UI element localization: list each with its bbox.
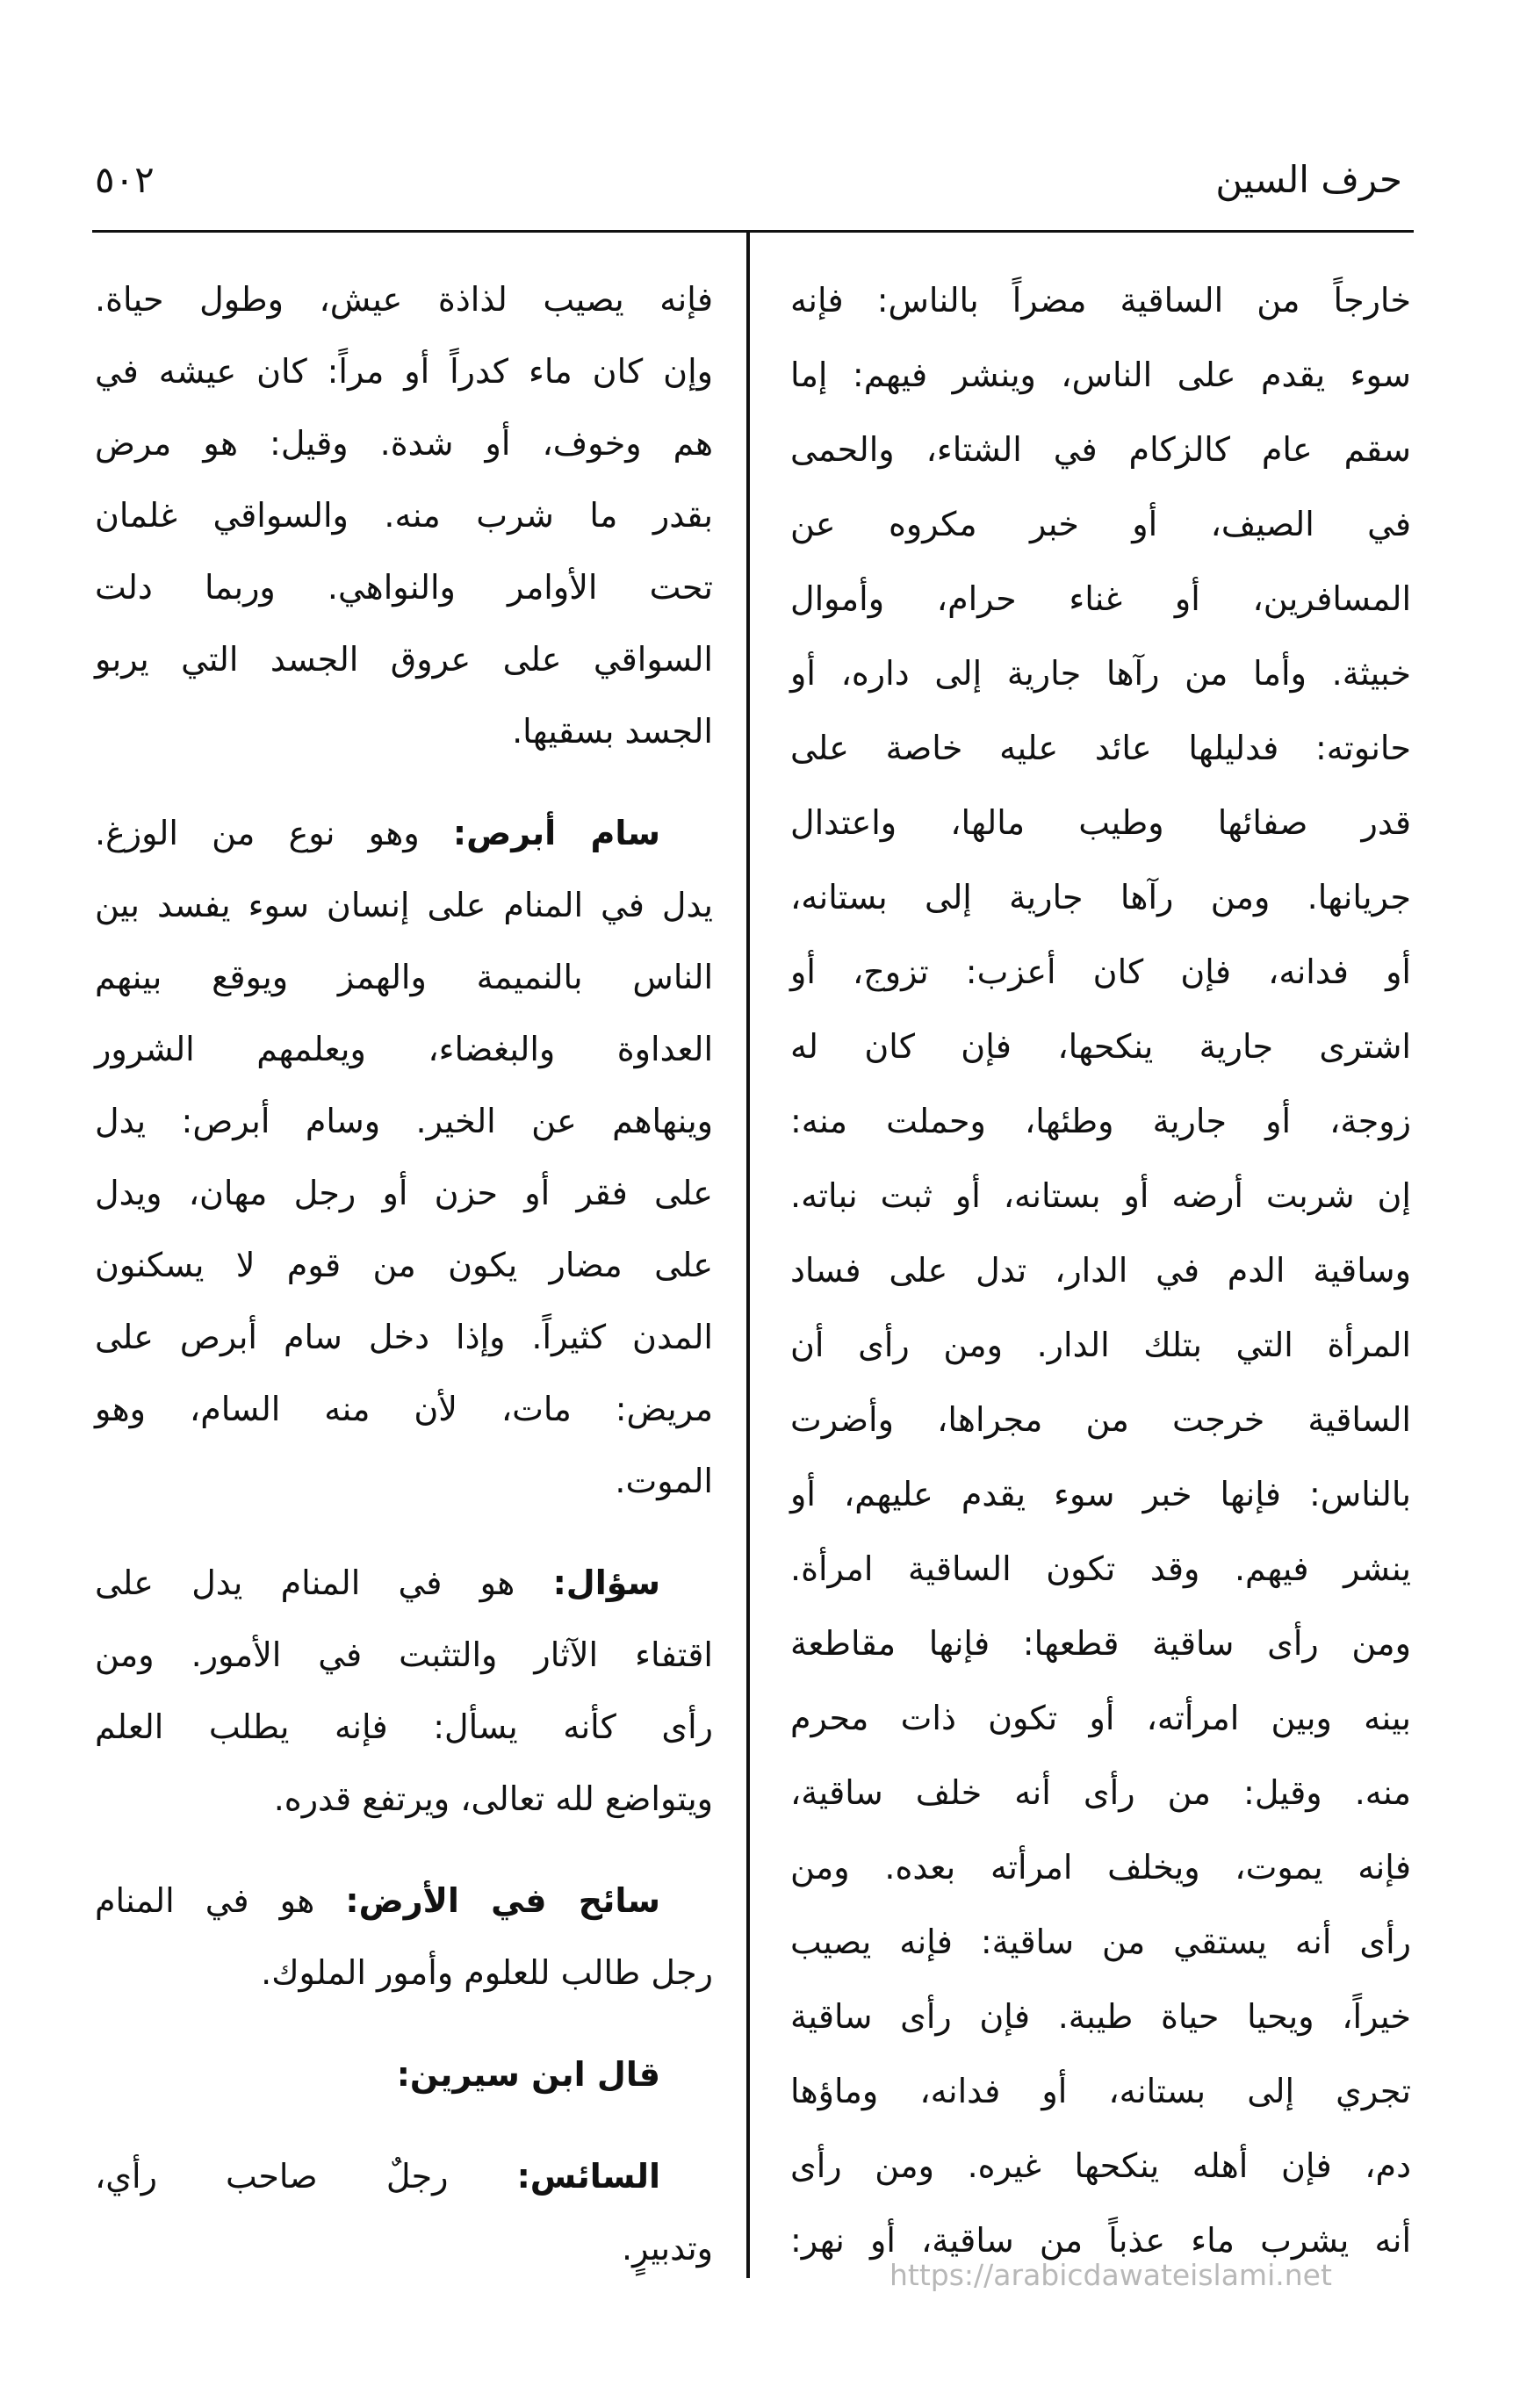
line-text: ينشر فيهم. وقد تكون الساقية امرأة. <box>790 1549 1411 1588</box>
text-line <box>790 1233 1411 1308</box>
text-line <box>790 413 1411 487</box>
header-rule <box>92 230 1414 233</box>
text-line <box>95 1373 713 1445</box>
paragraph <box>95 1865 713 2009</box>
text-line <box>95 479 713 551</box>
entry-headword: سائح في الأرض: <box>345 1881 661 1920</box>
running-head: حرف السين <box>1215 158 1402 201</box>
text-line <box>790 711 1411 786</box>
line-text: منه. وقيل: من رأى أنه خلف ساقية، <box>790 1773 1411 1812</box>
line-text: خارجاً من الساقية مضراً بالناس: فإنه <box>790 281 1411 320</box>
text-line <box>790 1980 1411 2054</box>
line-text: أو فدانه، فإن كان أعزب: تزوج، أو <box>790 952 1411 991</box>
text-line <box>790 860 1411 935</box>
text-line <box>790 1383 1411 1457</box>
text-line <box>790 935 1411 1010</box>
text-line <box>790 1905 1411 1980</box>
line-text: المسافرين، أو غناء حرام، وأموال <box>790 579 1411 618</box>
line-text: إن شربت أرضه أو بستانه، أو ثبت نباته. <box>790 1176 1411 1215</box>
line-text: فإنه يصيب لذاذة عيش، وطول حياة. <box>95 280 713 319</box>
line-text: ومن رأى ساقية قطعها: فإنها مقاطعة <box>790 1624 1411 1663</box>
text-line <box>95 1763 713 1835</box>
line-text: الجسد بسقيها. <box>512 712 713 751</box>
text-line <box>790 1457 1411 1532</box>
line-text: هو في المنام يدل على <box>95 1563 553 1602</box>
line-text: تجري إلى بستانه، أو فدانه، وماؤها <box>790 2072 1411 2110</box>
line-text: وساقية الدم في الدار، تدل على فساد <box>790 1251 1411 1290</box>
line-text: الساقية خرجت من مجراها، وأضرت <box>790 1400 1411 1439</box>
text-line <box>790 1084 1411 1159</box>
line-text: وإن كان ماء كدراً أو مراً: كان عيشه في <box>95 352 713 391</box>
paragraph <box>95 263 713 767</box>
text-line <box>790 2129 1411 2203</box>
watermark-url: https://arabicdawateislami.net <box>889 2258 1332 2292</box>
text-line <box>95 407 713 479</box>
entry-headword: قال ابن سيرين: <box>396 2055 660 2094</box>
text-line <box>95 1865 713 1937</box>
text-line <box>95 551 713 623</box>
text-line <box>95 1691 713 1763</box>
paragraph <box>790 263 1411 2278</box>
line-text: جريانها. ومن رآها جارية إلى بستانه، <box>790 878 1411 916</box>
line-text: مريض: مات، لأن منه السام، وهو <box>95 1390 713 1428</box>
line-text: بالناس: فإنها خبر سوء يقدم عليهم، أو <box>790 1475 1411 1513</box>
line-text: هو في المنام <box>95 1881 346 1920</box>
line-text: رأى أنه يستقي من ساقية: فإنه يصيب <box>790 1923 1411 1961</box>
text-line <box>95 623 713 695</box>
line-text: المدن كثيراً. وإذا دخل سام أبرص على <box>95 1318 713 1356</box>
line-text: العداوة والبغضاء، ويعلمهم الشرور <box>95 1030 713 1068</box>
entry-headword: السائس: <box>516 2157 660 2196</box>
text-line <box>95 1445 713 1517</box>
line-text: ويتواضع لله تعالى، ويرتفع قدره. <box>273 1779 713 1818</box>
text-line <box>95 1157 713 1229</box>
entry-headword: سؤال: <box>552 1563 660 1602</box>
text-line <box>790 1010 1411 1084</box>
text-line <box>95 695 713 767</box>
entry-headword: سام أبرص: <box>452 814 661 852</box>
line-text: في الصيف، أو خبر مكروه عن <box>790 505 1411 543</box>
text-line <box>95 1547 713 1619</box>
line-text: اشترى جارية ينكحها، فإن كان له <box>790 1027 1411 1066</box>
line-text: هم وخوف، أو شدة. وقيل: هو مرض <box>95 424 713 463</box>
line-text: رأى كأنه يسأل: فإنه يطلب العلم <box>95 1707 713 1746</box>
line-text: الموت. <box>615 1462 713 1500</box>
line-text: خيراً، ويحيا حياة طيبة. فإن رأى ساقية <box>790 1997 1411 2036</box>
text-line <box>790 786 1411 860</box>
paragraph <box>95 2038 713 2110</box>
line-text: المرأة التي بتلك الدار. ومن رأى أن <box>790 1326 1411 1364</box>
line-text: اقتفاء الآثار والتثبت في الأمور. ومن <box>95 1635 713 1674</box>
line-text: سوء يقدم على الناس، وينشر فيهم: إما <box>790 356 1411 394</box>
text-line <box>790 1308 1411 1383</box>
text-line <box>95 1619 713 1691</box>
line-text: على فقر أو حزن أو رجل مهان، ويدل <box>95 1174 713 1212</box>
line-text: الناس بالنميمة والهمز ويوقع بينهم <box>95 958 713 996</box>
line-text: على مضار يكون من قوم لا يسكنون <box>95 1246 713 1284</box>
line-text: قدر صفائها وطيب مالها، واعتدال <box>790 803 1411 842</box>
line-text: فإنه يموت، ويخلف امرأته بعده. ومن <box>790 1848 1411 1887</box>
text-line <box>95 869 713 941</box>
line-text: أنه يشرب ماء عذباً من ساقية، أو نهر: <box>790 2221 1411 2260</box>
column-divider <box>746 233 750 2278</box>
page-number: ٥٠٢ <box>95 158 155 201</box>
text-line <box>95 1937 713 2009</box>
text-line <box>95 797 713 869</box>
line-text: دم، فإن أهله ينكحها غيره. ومن رأى <box>790 2146 1411 2185</box>
line-text: وينهاهم عن الخير. وسام أبرص: يدل <box>95 1102 713 1140</box>
text-line <box>95 335 713 407</box>
line-text: وتدبيرٍ. <box>622 2229 713 2268</box>
text-line <box>790 487 1411 562</box>
text-line <box>790 1681 1411 1756</box>
line-text: رجل طالب للعلوم وأمور الملوك. <box>261 1953 713 1992</box>
text-line <box>790 1159 1411 1233</box>
paragraph <box>95 2140 713 2284</box>
text-line <box>95 2140 713 2212</box>
text-line <box>95 1229 713 1301</box>
text-line <box>790 1756 1411 1830</box>
text-line <box>790 562 1411 636</box>
line-text: بينه وبين امرأته، أو تكون ذات محرم <box>790 1699 1411 1737</box>
paragraph <box>95 797 713 1517</box>
text-line <box>790 263 1411 338</box>
text-line <box>790 2054 1411 2129</box>
line-text: خبيثة. وأما من رآها جارية إلى داره، أو <box>790 654 1411 693</box>
line-text: زوجة، أو جارية وطئها، وحملت منه: <box>790 1102 1411 1140</box>
line-text: السواقي على عروق الجسد التي يربو <box>95 640 713 679</box>
line-text: حانوته: فدليلها عائد عليه خاصة على <box>790 729 1411 767</box>
line-text: سقم عام كالزكام في الشتاء، والحمى <box>790 430 1411 469</box>
text-line <box>790 1607 1411 1681</box>
right-column <box>790 263 1411 2278</box>
text-line <box>95 2038 713 2110</box>
text-line <box>95 1085 713 1157</box>
line-text: وهو نوع من الوزغ. <box>95 814 453 852</box>
text-line <box>790 1830 1411 1905</box>
line-text: يدل في المنام على إنسان سوء يفسد بين <box>95 886 713 924</box>
left-column <box>95 263 713 2284</box>
paragraph <box>95 1547 713 1835</box>
line-text: بقدر ما شرب منه. والسواقي غلمان <box>95 496 713 535</box>
line-text: تحت الأوامر والنواهي. وربما دلت <box>95 568 713 607</box>
line-text: رجلٌ صاحب رأي، <box>95 2157 517 2196</box>
text-line <box>790 636 1411 711</box>
text-line <box>790 338 1411 413</box>
text-line <box>95 941 713 1013</box>
text-line <box>95 1301 713 1373</box>
text-line <box>95 1013 713 1085</box>
text-line <box>95 263 713 335</box>
text-line <box>790 1532 1411 1607</box>
text-line <box>95 2212 713 2284</box>
